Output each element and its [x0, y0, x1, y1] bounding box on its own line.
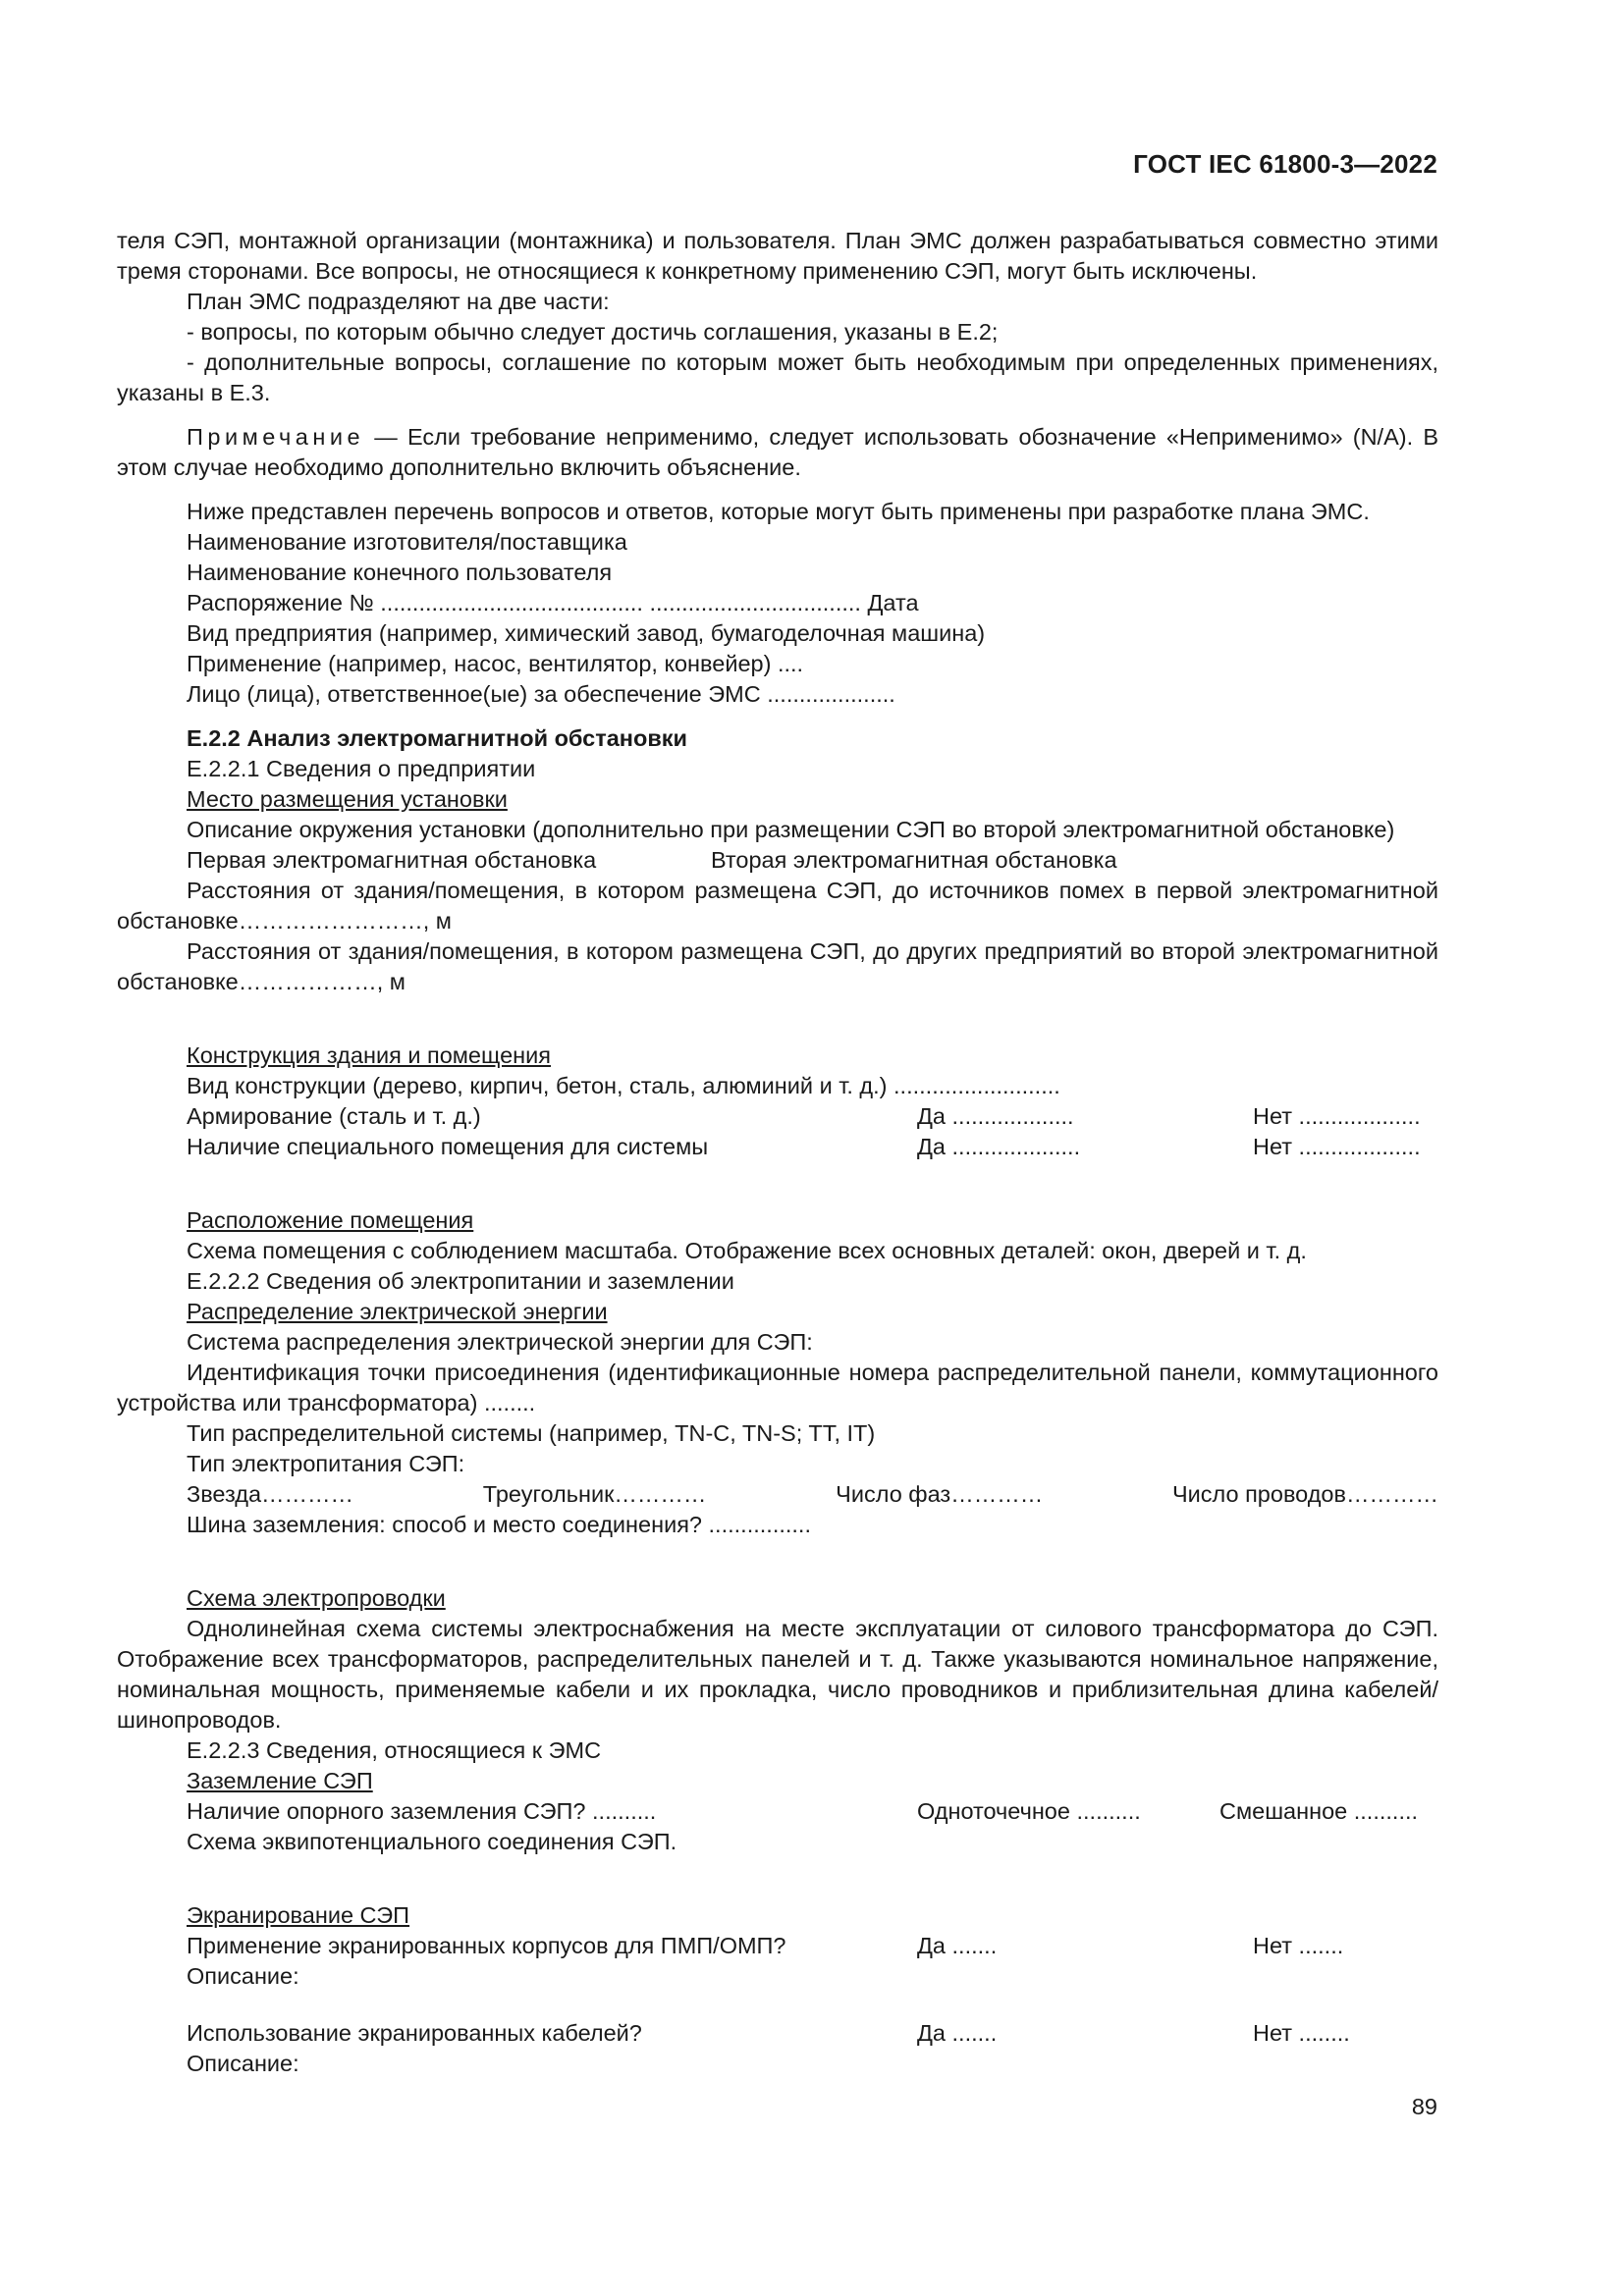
building-title: Конструкция здания и помещения — [187, 1042, 551, 1068]
power-system: Система распределения электрической энергии для СЭП: — [187, 1329, 813, 1355]
note-label: Примечание — [187, 424, 365, 450]
environment-options: Первая электромагнитная обстановка Вторая электромагнитная обстановка — [187, 847, 1117, 873]
intro-list-item-1: - вопросы, по которым обычно следует достичь соглашения, указаны в Е.2; — [187, 319, 999, 345]
form-application: Применение (например, насос, вентилятор, конвейер) .... — [187, 651, 804, 676]
supply-type: Тип электропитания СЭП: — [187, 1451, 465, 1476]
site-description: Описание окружения установки (дополнительно при размещении СЭП во второй электромагнитной обстановке) — [187, 817, 1395, 842]
equipotential-scheme: Схема эквипотенциального соединения СЭП. — [187, 1829, 677, 1854]
wiring-description: Однолинейная схема системы электроснабжения на месте эксплуатации от силового трансформатора до СЭП. Отображение всех трансформаторов, распределительных панелей и т. д. Также указываются номинальное напряжение, номинальная мощность, применяемые кабели и их прокладка, число проводников и приблизительная длина кабелей/шинопроводов. — [117, 1616, 1438, 1733]
grounding-title: Заземление СЭП — [187, 1768, 373, 1793]
description-label-1: Описание: — [187, 1963, 299, 1989]
shielded-cable-row: Использование экранированных кабелей? Да ....... Нет ........ — [187, 2020, 1350, 2046]
subsection-e221: Е.2.2.1 Сведения о предприятии — [187, 756, 536, 781]
doc-header-code: ГОСТ IEC 61800-3—2022 — [1133, 149, 1437, 179]
note-text: — Если требование неприменимо, следует использовать обозначение «Неприменимо» (N/A). В этом случае необходимо дополнительно включить объяснение. — [117, 424, 1438, 480]
power-title: Распределение электрической энергии — [187, 1299, 608, 1324]
form-intro: Ниже представлен перечень вопросов и ответов, которые могут быть применены при разработке плана ЭМС. — [187, 499, 1370, 524]
distribution-type: Тип распределительной системы (например, TN-C, TN-S; TT, IT) — [187, 1420, 876, 1446]
page-content — [117, 226, 1438, 2079]
earth-bus: Шина заземления: способ и место соединения? ................ — [187, 1512, 811, 1537]
form-manufacturer: Наименование изготовителя/поставщика — [187, 529, 627, 555]
reference-ground-row: Наличие опорного заземления СЭП? .......... Одноточечное .......... Смешанное .......... — [187, 1798, 1419, 1824]
reinforcement-row: Армирование (сталь и т. д.) Да ................... Нет ................... — [187, 1103, 1421, 1129]
intro-paragraph: теля СЭП, монтажной организации (монтажника) и пользователя. План ЭМС должен разрабатываться совместно этими тремя сторонами. Все вопросы, не относящиеся к конкретному применению СЭП, могут быть исключены. — [117, 228, 1438, 284]
intro-list-item-2: - дополнительные вопросы, соглашение по которым может быть необходимым при определенных применениях, указаны в Е.3. — [117, 349, 1438, 405]
page-number: 89 — [1411, 2094, 1437, 2119]
intro-parts-line: План ЭМС подразделяют на две части: — [187, 289, 610, 314]
form-responsible: Лицо (лица), ответственное(ые) за обеспечение ЭМС .................... — [187, 681, 895, 707]
layout-description: Схема помещения с соблюдением масштаба. Отображение всех основных деталей: окон, дверей и т. д. — [187, 1238, 1307, 1263]
note-paragraph — [117, 422, 1438, 483]
shielding-title: Экранирование СЭП — [187, 1902, 410, 1928]
special-room-row: Наличие специального помещения для системы Да .................... Нет ................... — [187, 1134, 1421, 1159]
building-type: Вид конструкции (дерево, кирпич, бетон, сталь, алюминий и т. д.) .......................... — [187, 1073, 1060, 1098]
form-end-user: Наименование конечного пользователя — [187, 560, 613, 585]
section-heading-e22: Е.2.2 Анализ электромагнитной обстановки — [187, 725, 687, 751]
connection-point: Идентификация точки присоединения (идентификационные номера распределительной панели, коммутационного устройства или трансформатора) ........ — [117, 1360, 1438, 1415]
site-title: Место размещения установки — [187, 786, 508, 812]
distance-first-env: Расстояния от здания/помещения, в котором размещена СЭП, до источников помех в первой электромагнитной обстановке……………………, м — [117, 878, 1438, 934]
shielded-enclosure-row: Применение экранированных корпусов для ПМП/ОМП? Да ....... Нет ....... — [187, 1933, 1344, 1958]
supply-options-row: Звезда………… Треугольник………… Число фаз………… Число проводов………… — [187, 1481, 1438, 1507]
description-label-2: Описание: — [187, 2051, 299, 2076]
distance-second-env: Расстояния от здания/помещения, в котором размещена СЭП, до других предприятий во второй электромагнитной обстановке………………, м — [117, 938, 1438, 994]
subsection-e223: Е.2.2.3 Сведения, относящиеся к ЭМС — [187, 1737, 602, 1763]
form-enterprise-type: Вид предприятия (например, химический завод, бумагоделочная машина) — [187, 620, 986, 646]
layout-title: Расположение помещения — [187, 1207, 474, 1233]
form-order-date: Распоряжение № ......................................... ................................. Дата — [187, 590, 919, 615]
subsection-e222: Е.2.2.2 Сведения об электропитании и заземлении — [187, 1268, 734, 1294]
wiring-title: Схема электропроводки — [187, 1585, 446, 1611]
